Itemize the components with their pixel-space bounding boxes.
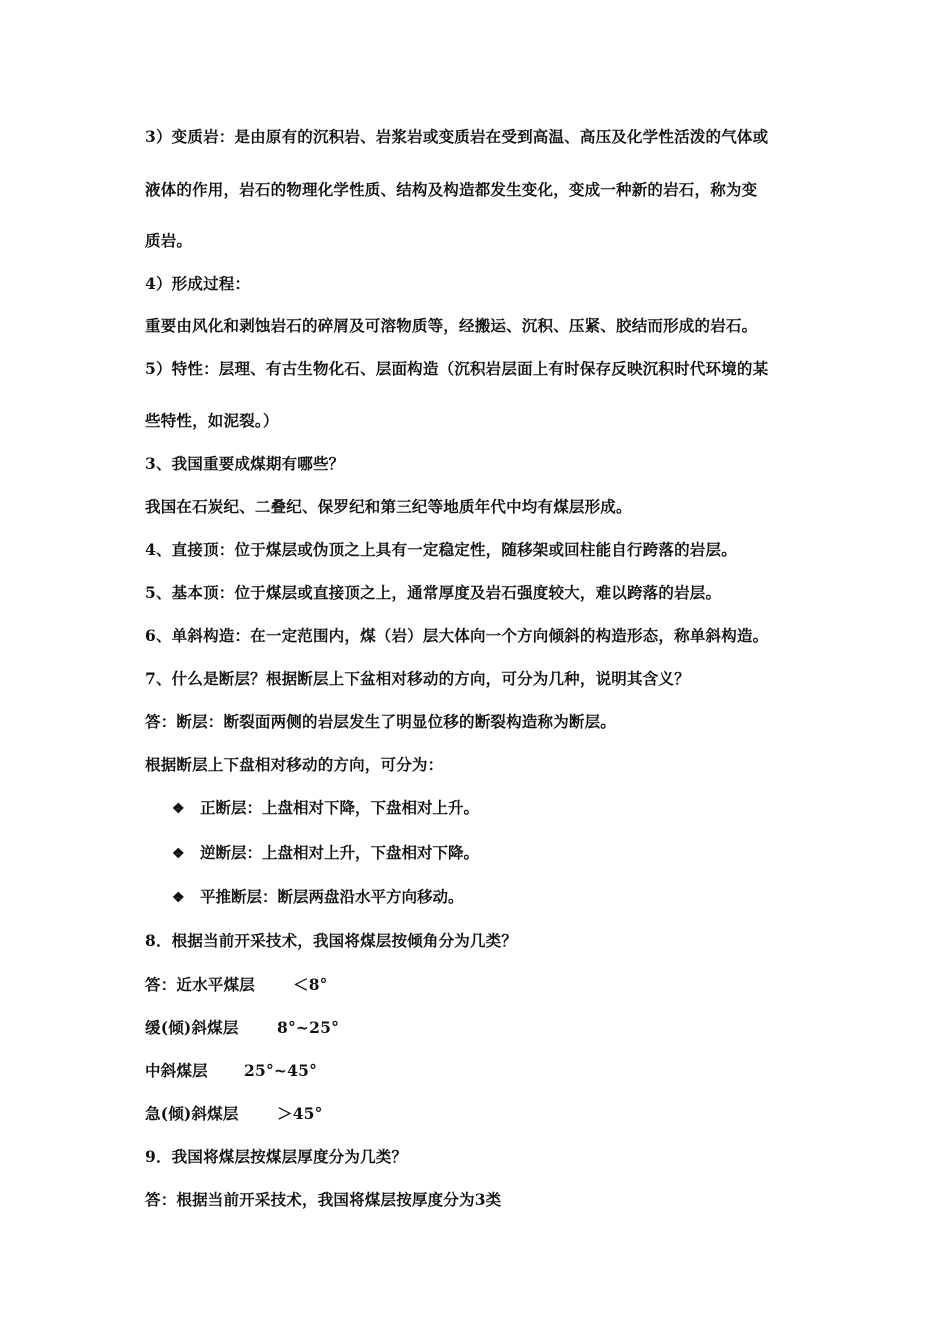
bullet-text: 平推断层：断层两盘沿水平方向移动。: [200, 887, 464, 906]
paragraph-line: 4）形成过程：: [145, 274, 251, 293]
answer-line: 答：断层：断裂面两侧的岩层发生了明显位移的断裂构造称为断层。: [145, 712, 617, 731]
dip-value: 25°~45°: [244, 1061, 318, 1080]
paragraph-line: 3）变质岩：是由原有的沉积岩、岩浆岩或变质岩在受到高温、高压及化学性活泼的气体或: [145, 127, 769, 146]
bullet-list-item: [172, 843, 479, 864]
dip-row: [145, 1061, 445, 1081]
paragraph-line: 根据断层上下盘相对移动的方向，可分为：: [145, 755, 444, 774]
dip-label: 中斜煤层: [145, 1061, 208, 1080]
dip-row: [145, 975, 445, 995]
question-heading: 9．我国将煤层按煤层厚度分为几类？: [145, 1147, 408, 1166]
dip-value: 8°~25°: [277, 1018, 340, 1037]
diamond-bullet-icon: ❖: [172, 801, 185, 817]
paragraph-line: 5）特性：层理、有古生物化石、层面构造（沉积岩层面上有时保存反映沉积时代环境的某: [145, 359, 769, 378]
dip-value: ＜8°: [293, 975, 328, 994]
question-heading: 8．根据当前开采技术，我国将煤层按倾角分为几类？: [145, 931, 518, 950]
diamond-bullet-icon: ❖: [172, 890, 185, 906]
paragraph-line: 我国在石炭纪、二叠纪、保罗纪和第三纪等地质年代中均有煤层形成。: [145, 497, 632, 516]
paragraph-line: 重要由风化和剥蚀岩石的碎屑及可溶物质等，经搬运、沉积、压紧、胶结而形成的岩石。: [145, 316, 758, 335]
dip-row: [145, 1104, 445, 1124]
bullet-text: 逆断层：上盘相对上升，下盘相对下降。: [200, 843, 480, 862]
dip-label: 缓(倾)斜煤层: [145, 1018, 239, 1037]
definition-line: 5、基本顶：位于煤层或直接顶之上，通常厚度及岩石强度较大，难以跨落的岩层。: [145, 583, 722, 602]
paragraph-line: 质岩。: [145, 231, 193, 250]
dip-label: 答：近水平煤层: [145, 975, 255, 994]
dip-value: ＞45°: [277, 1104, 323, 1123]
diamond-bullet-icon: ❖: [172, 846, 185, 862]
paragraph-line: 些特性，如泥裂。）: [145, 411, 279, 430]
question-heading: 3、我国重要成煤期有哪些？: [145, 454, 345, 473]
bullet-list-item: [172, 798, 479, 819]
definition-line: 6、单斜构造：在一定范围内，煤（岩）层大体向一个方向倾斜的构造形态，称单斜构造。: [145, 626, 769, 645]
question-heading: 7、什么是断层？根据断层上下盆相对移动的方向，可分为几种，说明其含义？: [145, 669, 690, 688]
bullet-list-item: [172, 887, 464, 908]
dip-label: 急(倾)斜煤层: [145, 1104, 239, 1123]
dip-row: [145, 1018, 445, 1038]
bullet-text: 正断层：上盘相对下降，下盘相对上升。: [200, 798, 480, 817]
answer-line: 答：根据当前开采技术，我国将煤层按厚度分为3类: [145, 1190, 502, 1209]
paragraph-line: 液体的作用，岩石的物理化学性质、结构及构造都发生变化，变成一种新的岩石，称为变: [145, 180, 758, 199]
definition-line: 4、直接顶：位于煤层或伪顶之上具有一定稳定性，随移架或回柱能自行跨落的岩层。: [145, 540, 737, 559]
